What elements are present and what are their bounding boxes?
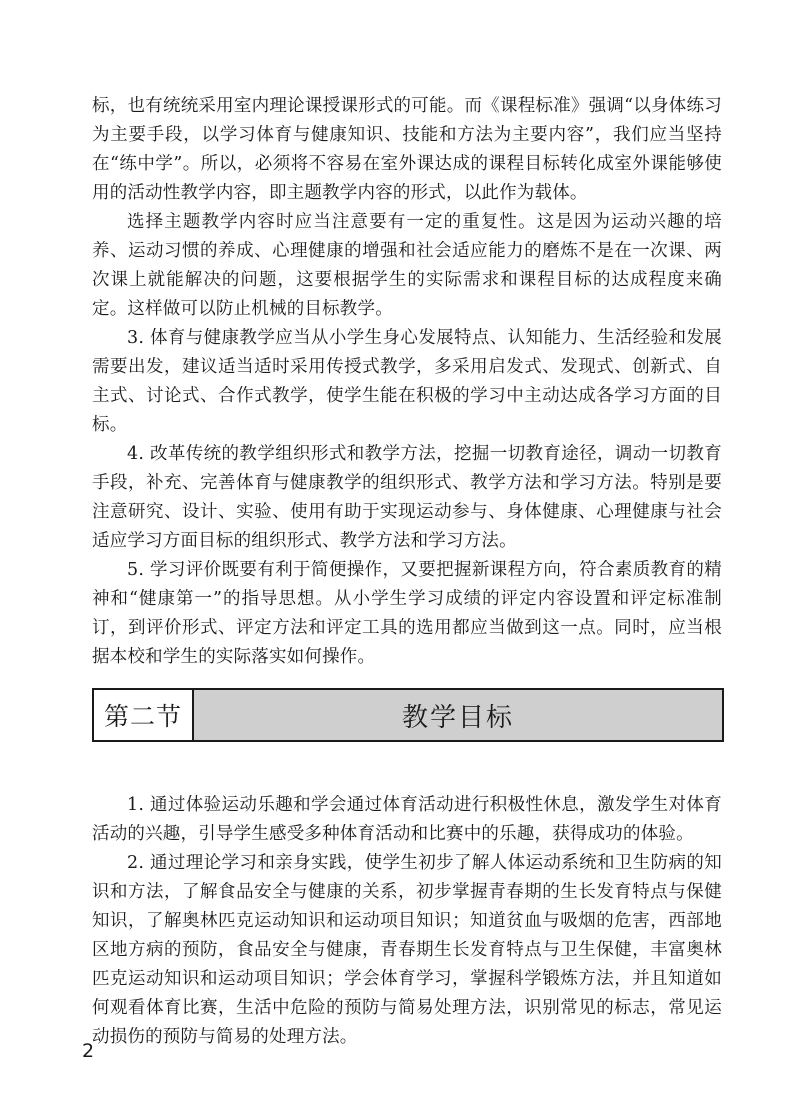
bottom-text-block [92, 791, 722, 1052]
paragraph-continued: 标，也有统统采用室内理论课授课形式的可能。而《课程标准》强调“以身体练习为主要手段，以学习体育与健康知识、技能和方法为主要内容”，我们应当坚持在“练中学”。所以，必须将不容易在室外课达成的课程目标转化成室外课能够使用的活动性教学内容，即主题教学内容的形式，以此作为载体。 [92, 96, 722, 203]
top-text-block [92, 92, 722, 672]
paragraph-item-4: 4. 改革传统的教学组织形式和教学方法，挖掘一切教育途径，调动一切教育手段，补充、完善体育与健康教学的组织形式、教学方法和学习方法。特别是要注意研究、设计、实验、使用有助于实现运动参与、身体健康、心理健康与社会适应学习方面目标的组织形式、教学方法和学习方法。 [92, 444, 722, 551]
section-heading [92, 688, 724, 742]
goal-item-1: 1. 通过体验运动乐趣和学会通过体育活动进行积极性休息，激发学生对体育活动的兴趣，引导学生感受多种体育活动和比赛中的乐趣，获得成功的体验。 [92, 795, 722, 844]
paragraph-repetition: 选择主题教学内容时应当注意要有一定的重复性。这是因为运动兴趣的培养、运动习惯的养成、心理健康的增强和社会适应能力的磨炼不是在一次课、两次课上就能解决的问题，这要根据学生的实际需求和课程目标的达成程度来确定。这样做可以防止机械的目标教学。 [92, 212, 722, 319]
goal-item-2: 2. 通过理论学习和亲身实践，使学生初步了解人体运动系统和卫生防病的知识和方法，了解食品安全与健康的关系，初步掌握青春期的生长发育特点与保健知识，了解奥林匹克运动知识和运动项目知识；知道贫血与吸烟的危害，西部地区地方病的预防，食品安全与健康，青春期生长发育特点与卫生保健，丰富奥林匹克运动知识和运动项目知识；学会体育学习，掌握科学锻炼方法，并且知道如何观看体育比赛，生活中危险的预防与简易处理方法，识别常见的标志，常见运动损伤的预防与简易的处理方法。 [92, 853, 722, 1047]
paragraph-item-5: 5. 学习评价既要有利于简便操作，又要把握新课程方向，符合素质教育的精神和“健康第一”的指导思想。从小学生学习成绩的评定内容设置和评定标准制订，到评价形式、评定方法和评定工具的选用都应当做到这一点。同时，应当根据本校和学生的实际落实如何操作。 [92, 560, 722, 667]
section-number: 第二节 [94, 690, 194, 740]
paragraph-item-3: 3. 体育与健康教学应当从小学生身心发展特点、认知能力、生活经验和发展需要出发，建议适当适时采用传授式教学，多采用启发式、发现式、创新式、自主式、讨论式、合作式教学，使学生能在积极的学习中主动达成各学习方面的目标。 [92, 328, 722, 435]
section-title: 教学目标 [194, 690, 722, 740]
page-number: 2 [82, 1040, 95, 1062]
